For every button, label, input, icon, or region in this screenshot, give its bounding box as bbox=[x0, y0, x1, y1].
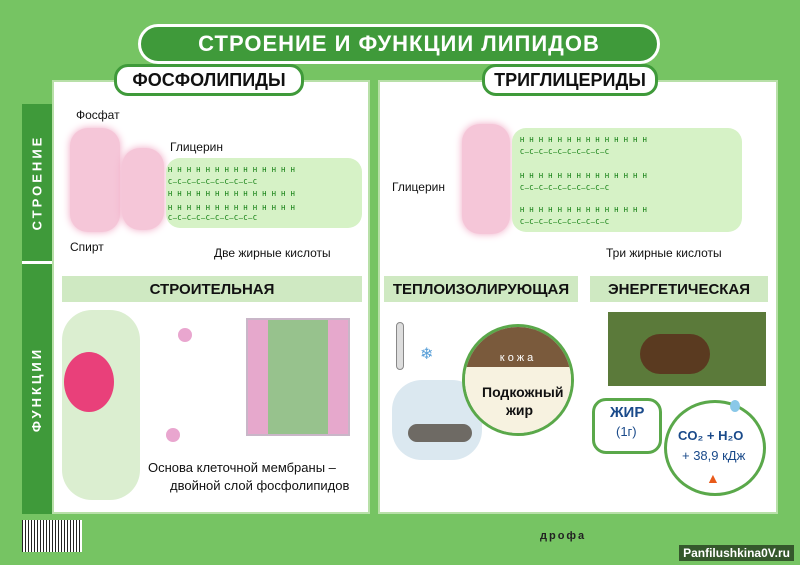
nucleus-image bbox=[64, 352, 114, 412]
structural-function-header: СТРОИТЕЛЬНАЯ bbox=[62, 276, 362, 302]
tri-chain-2-h: H H H H H H H H H H H H H H bbox=[520, 172, 648, 180]
energy-products: CO₂ + H₂O bbox=[678, 428, 744, 443]
phospholipid-molecule-1 bbox=[178, 328, 192, 342]
insulation-function-header: ТЕПЛОИЗОЛИРУЮЩАЯ bbox=[384, 276, 578, 302]
thermometer-icon bbox=[396, 322, 404, 370]
triglycerides-header: ТРИГЛИЦЕРИДЫ bbox=[482, 64, 658, 96]
fat-label: ЖИР bbox=[610, 404, 645, 421]
phospholipid-molecule-2 bbox=[166, 428, 180, 442]
flame-icon: ▲ bbox=[706, 470, 720, 486]
water-drop-icon bbox=[730, 400, 740, 412]
skin-layer: кожа bbox=[465, 327, 571, 367]
glycerol-group bbox=[122, 148, 164, 230]
fat-mass-label: (1г) bbox=[616, 424, 637, 439]
subcutaneous-label-2: жир bbox=[506, 402, 534, 418]
membrane-caption-line-2: двойной слой фосфолипидов bbox=[170, 478, 350, 493]
seal-image bbox=[408, 424, 472, 442]
phospholipids-header: ФОСФОЛИПИДЫ bbox=[114, 64, 304, 96]
skin-fat-diagram bbox=[462, 324, 574, 436]
membrane-caption-line-1: Основа клеточной мембраны – bbox=[148, 460, 336, 475]
subcutaneous-label-1: Подкожный bbox=[482, 384, 564, 400]
page-title: СТРОЕНИЕ И ФУНКЦИИ ЛИПИДОВ bbox=[138, 24, 660, 64]
tri-chain-3-h: H H H H H H H H H H H H H H bbox=[520, 206, 648, 214]
tri-fatty-acids-label: Три жирные кислоты bbox=[606, 246, 722, 260]
bear-image bbox=[608, 312, 766, 386]
side-label-functions: ФУНКЦИИ bbox=[29, 346, 45, 432]
side-label-structure: СТРОЕНИЕ bbox=[29, 134, 45, 231]
watermark: Panfilushkina0V.ru bbox=[679, 545, 794, 561]
fatty-acid-chain-1-h2: H H H H H H H H H H H H H H bbox=[168, 190, 296, 198]
fatty-acid-chain-1: C—C—C—C—C—C—C—C—C—C bbox=[168, 178, 258, 186]
phosphate-label: Фосфат bbox=[76, 108, 120, 122]
publisher-logo: дрофа bbox=[540, 530, 587, 542]
tri-chain-1-h: H H H H H H H H H H H H H H bbox=[520, 136, 648, 144]
fatty-acids-label: Две жирные кислоты bbox=[214, 246, 331, 260]
tri-chain-2: C—C—C—C—C—C—C—C—C—C bbox=[520, 184, 610, 192]
alcohol-label: Спирт bbox=[70, 240, 104, 254]
energy-value: + 38,9 кДж bbox=[682, 448, 746, 463]
glycerol-label-tri: Глицерин bbox=[392, 180, 445, 194]
membrane-bilayer-image bbox=[246, 318, 350, 436]
tri-chain-1: C—C—C—C—C—C—C—C—C—C bbox=[520, 148, 610, 156]
fatty-acid-chain-2: C—C—C—C—C—C—C—C—C—C bbox=[168, 214, 258, 222]
barcode bbox=[22, 520, 82, 552]
fatty-acid-chain-1-h: H H H H H H H H H H H H H H bbox=[168, 166, 296, 174]
tri-chain-3: C—C—C—C—C—C—C—C—C—C bbox=[520, 218, 610, 226]
energy-function-header: ЭНЕРГЕТИЧЕСКАЯ bbox=[590, 276, 768, 302]
alcohol-phosphate-group bbox=[70, 128, 120, 232]
fatty-acid-chain-2-h: H H H H H H H H H H H H H H bbox=[168, 204, 296, 212]
glycerol-group-tri bbox=[462, 124, 510, 234]
glycerol-label: Глицерин bbox=[170, 140, 223, 154]
snowflake-icon: ❄ bbox=[420, 346, 434, 363]
